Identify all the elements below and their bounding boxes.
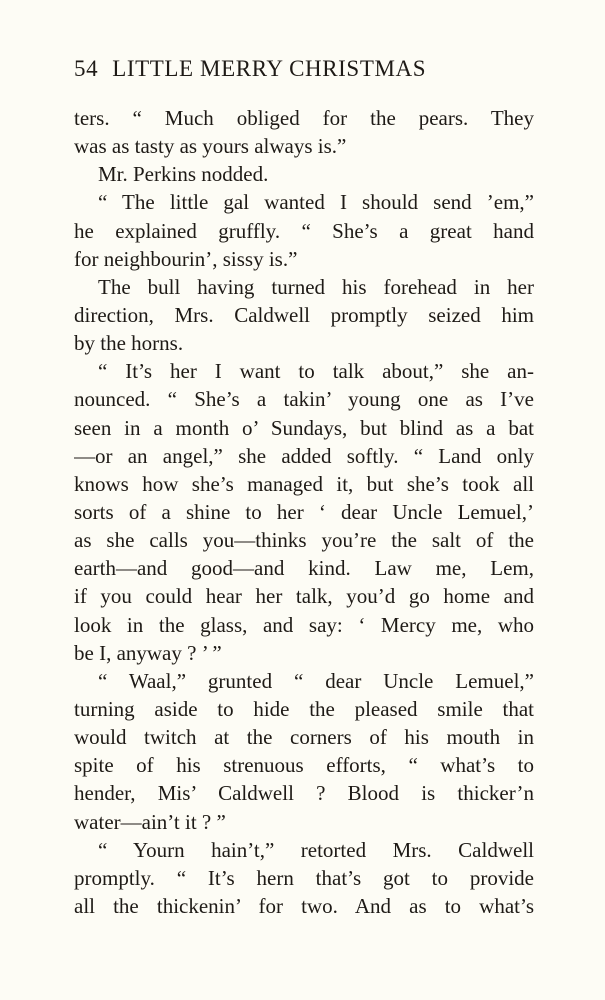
text-line: ters. “ Much obliged for the pears. They (74, 106, 534, 130)
text-line: spite of his strenuous efforts, “ what’s to (74, 753, 534, 778)
text-line: sorts of a shine to her ‘ dear Uncle Lemuel,’ (74, 499, 534, 524)
running-title: LITTLE MERRY CHRISTMAS (112, 56, 427, 81)
text-line: “ The little gal wanted I should send ’em,” (98, 190, 534, 215)
text-line: if you could hear her talk, you’d go home and (74, 584, 534, 609)
text-line: direction, Mrs. Caldwell promptly seized him (74, 302, 534, 327)
text-line: The bull having turned his forehead in her (98, 274, 534, 299)
text-line: all the thickenin’ for two. And as to what’s (74, 893, 534, 918)
text-line: would twitch at the corners of his mouth in (74, 725, 534, 750)
text-line: be I, anyway ? ’ ” (74, 640, 222, 665)
text-line: “ Waal,” grunted “ dear Uncle Lemuel,” (98, 668, 534, 693)
text-line: water—ain’t it ? ” (74, 809, 226, 834)
text-line: he explained gruffly. “ She’s a great hand (74, 218, 534, 243)
text-line: for neighbourin’, sissy is.” (74, 246, 298, 271)
text-line: —or an angel,” she added softly. “ Land only (74, 443, 534, 468)
text-line: earth—and good—and kind. Law me, Lem, (74, 556, 534, 581)
text-line: promptly. “ It’s hern that’s got to provide (74, 865, 534, 890)
text-line: “ Yourn hain’t,” retorted Mrs. Caldwell (98, 837, 534, 862)
body-text (74, 104, 534, 920)
text-line: by the horns. (74, 331, 184, 356)
text-line: was as tasty as yours always is.” (74, 134, 347, 159)
text-line: turning aside to hide the pleased smile that (74, 696, 534, 721)
text-line: Mr. Perkins nodded. (98, 162, 269, 187)
text-line: seen in a month o’ Sundays, but blind as a bat (74, 415, 534, 440)
text-line: nounced. “ She’s a takin’ young one as I’ve (74, 387, 534, 412)
text-line: as she calls you—thinks you’re the salt of the (74, 528, 534, 553)
text-line: “ It’s her I want to talk about,” she an- (98, 359, 534, 384)
page-header (74, 56, 534, 88)
text-line: hender, Mis’ Caldwell ? Blood is thicker’n (74, 781, 534, 806)
page-number: 54 (74, 56, 99, 81)
text-line: knows how she’s managed it, but she’s took all (74, 471, 534, 496)
text-line: look in the glass, and say: ‘ Mercy me, who (74, 612, 534, 637)
